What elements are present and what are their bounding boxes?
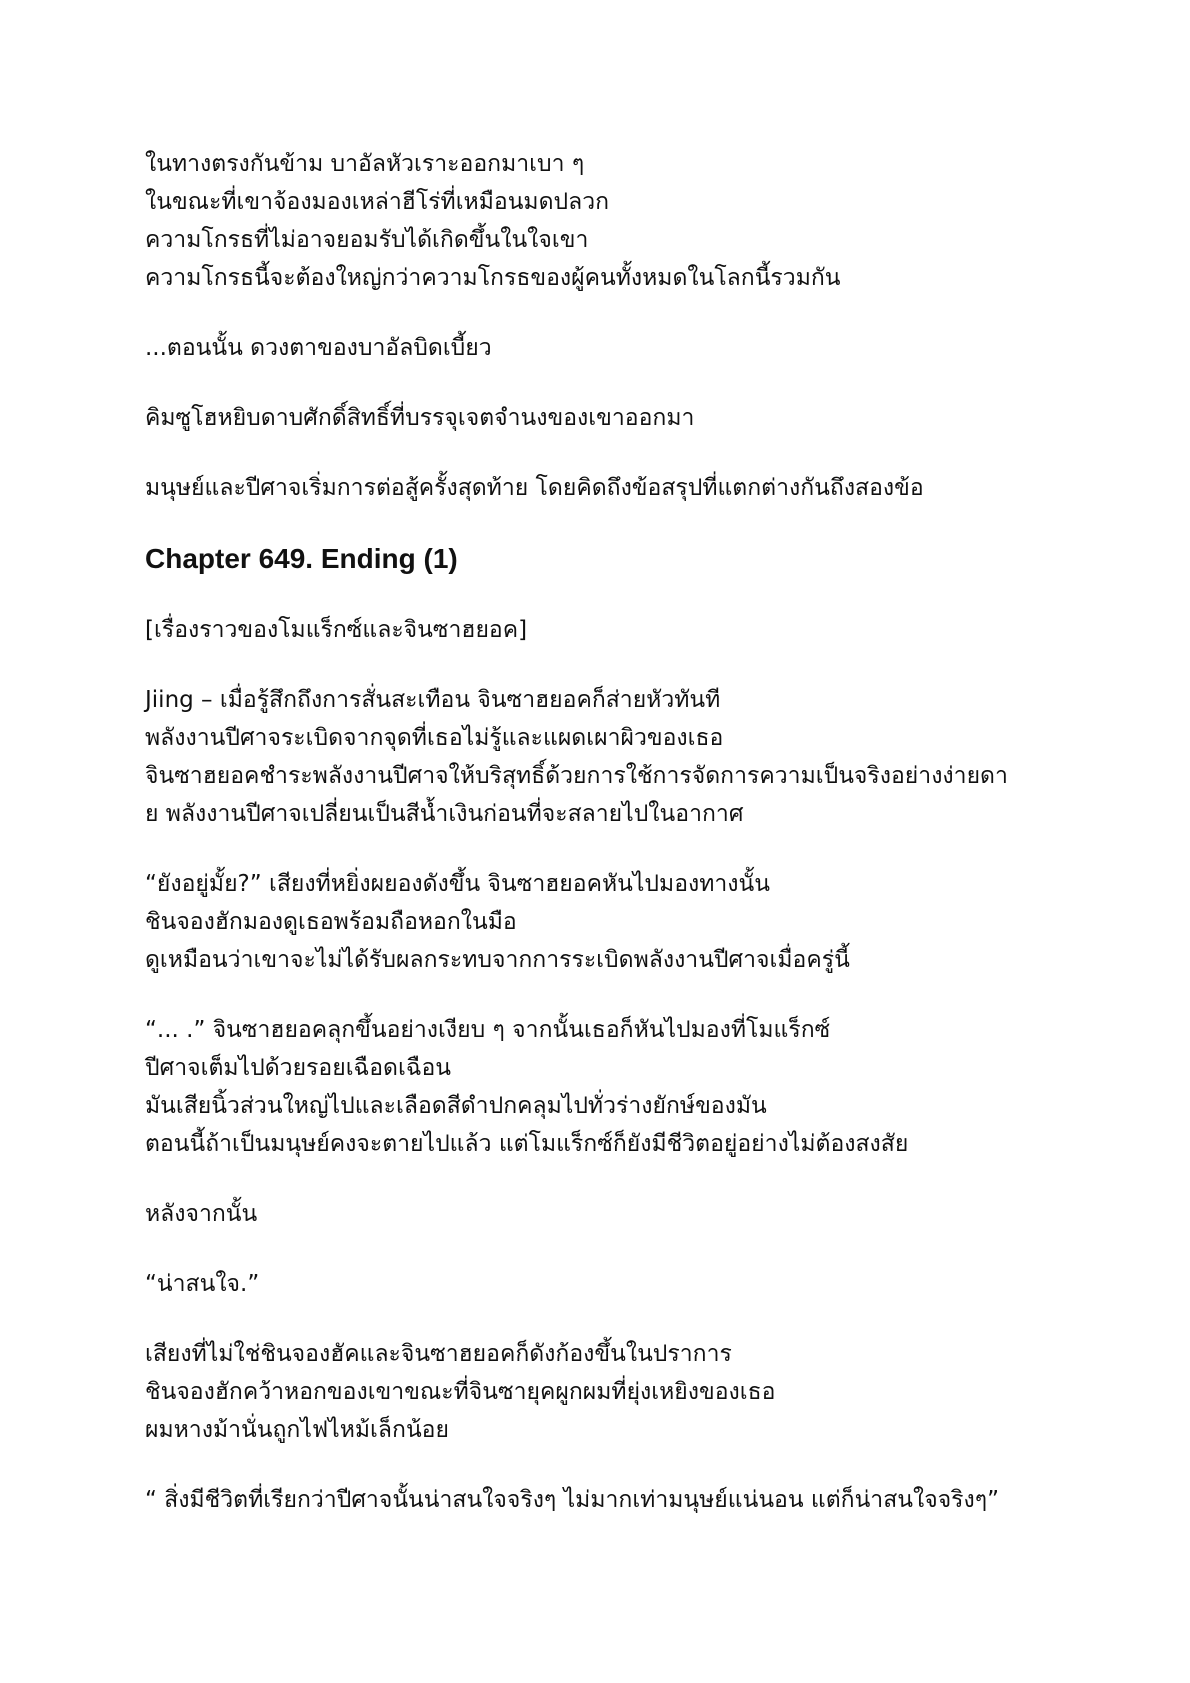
- paragraph-spacer: [145, 833, 1065, 865]
- paragraph-after-that: [145, 1195, 1065, 1233]
- paragraph-spacer: [145, 649, 1065, 681]
- chapter-title: Chapter 649. Ending (1): [145, 543, 458, 574]
- text-line: ตอนนี้ถ้าเป็นมนุษย์คงจะตายไปแล้ว แต่โมแร็กซ์ก็ยังมีชีวิตอยู่อย่างไม่ต้องสงสัย: [145, 1131, 909, 1157]
- paragraph-spacer: [145, 367, 1065, 399]
- paragraph-final-battle: [145, 469, 1065, 507]
- paragraph-voice-echo: [145, 1335, 1065, 1449]
- paragraph-spacer: [145, 437, 1065, 469]
- document-page: [145, 145, 1065, 1519]
- text-line: ย พลังงานปีศาจเปลี่ยนเป็นสีน้ำเงินก่อนที่จะสลายไปในอากาศ: [145, 801, 744, 827]
- paragraph-spacer: [145, 1449, 1065, 1481]
- paragraph-jiing: [145, 681, 1065, 833]
- text-line: ในขณะที่เขาจ้องมองเหล่าฮีโร่ที่เหมือนมดปลวก: [145, 189, 610, 215]
- text-line: หลังจากนั้น: [145, 1201, 258, 1227]
- text-line: “... .” จินซาฮยอคลุกขึ้นอย่างเงียบ ๆ จากนั้นเธอก็หันไปมองที่โมแร็กซ์: [145, 1017, 831, 1043]
- text-line: เสียงที่ไม่ใช่ชินจองฮัคและจินซาฮยอคก็ดังก้องขึ้นในปราการ: [145, 1341, 732, 1367]
- paragraph-spacer: [145, 979, 1065, 1011]
- paragraph-spacer: [145, 1303, 1065, 1335]
- paragraph-baal-laughs: [145, 145, 1065, 297]
- text-line: คิมซูโฮหยิบดาบศักดิ์สิทธิ์ที่บรรจุเจตจำนงของเขาออกมา: [145, 405, 695, 431]
- text-line: ปีศาจเต็มไปด้วยรอยเฉือดเฉือน: [145, 1055, 452, 1081]
- text-line: พลังงานปีศาจระเบิดจากจุดที่เธอไม่รู้และแผดเผาผิวของเธอ: [145, 725, 724, 751]
- paragraph-spacer: [145, 1163, 1065, 1195]
- text-line: ...ตอนนั้น ดวงตาของบาอัลบิดเบี้ยว: [145, 335, 492, 361]
- paragraph-spacer: [145, 1233, 1065, 1265]
- text-line: Jiing – เมื่อรู้สึกถึงการสั่นสะเทือน จินซาฮยอคก็ส่ายหัวทันที: [145, 687, 721, 713]
- text-line: [เรื่องราวของโมแร็กซ์และจินซาฮยอค]: [145, 617, 528, 643]
- text-line: ผมหางม้านั่นถูกไฟไหม้เล็กน้อย: [145, 1417, 449, 1443]
- text-line: มนุษย์และปีศาจเริ่มการต่อสู้ครั้งสุดท้าย โดยคิดถึงข้อสรุปที่แตกต่างกันถึงสองข้อ: [145, 475, 924, 501]
- paragraph-interesting: [145, 1265, 1065, 1303]
- text-line: ชินจองฮักมองดูเธอพร้อมถือหอกในมือ: [145, 909, 517, 935]
- text-line: มันเสียนิ้วส่วนใหญ่ไปและเลือดสีดำปกคลุมไปทั่วร่างยักษ์ของมัน: [145, 1093, 767, 1119]
- paragraph-spacer: [145, 579, 1065, 611]
- text-line: “น่าสนใจ.”: [145, 1271, 260, 1297]
- text-line: ดูเหมือนว่าเขาจะไม่ได้รับผลกระทบจากการระเบิดพลังงานปีศาจเมื่อครู่นี้: [145, 947, 850, 973]
- text-line: จินซาฮยอคชำระพลังงานปีศาจให้บริสุทธิ์ด้วยการใช้การจัดการความเป็นจริงอย่างง่ายดา: [145, 763, 1008, 789]
- paragraph-spacer: [145, 507, 1065, 539]
- text-line: ความโกรธที่ไม่อาจยอมรับได้เกิดขึ้นในใจเขา: [145, 227, 589, 253]
- text-line: ชินจองฮักคว้าหอกของเขาขณะที่จินซายุคผูกผมที่ยุ่งเหยิงของเธอ: [145, 1379, 776, 1405]
- text-line: ในทางตรงกันข้าม บาอัลหัวเราะออกมาเบา ๆ: [145, 151, 585, 177]
- paragraph-section-heading: [145, 611, 1065, 649]
- text-line: “ สิ่งมีชีวิตที่เรียกว่าปีศาจนั้นน่าสนใจจริงๆ ไม่มากเท่ามนุษย์แน่นอน แต่ก็น่าสนใจจริงๆ”: [145, 1487, 1000, 1513]
- text-line: “ยังอยู่มั้ย?” เสียงที่หยิ่งผยองดังขึ้น จินซาฮยอคหันไปมองทางนั้น: [145, 871, 770, 897]
- paragraph-demons-interesting: [145, 1481, 1065, 1519]
- paragraph-baal-eyes: [145, 329, 1065, 367]
- paragraph-still-alive: [145, 865, 1065, 979]
- text-line: ความโกรธนี้จะต้องใหญ่กว่าความโกรธของผู้คนทั้งหมดในโลกนี้รวมกัน: [145, 265, 841, 291]
- paragraph-spacer: [145, 297, 1065, 329]
- paragraph-morax-wounded: [145, 1011, 1065, 1163]
- paragraph-kim-suho-sword: [145, 399, 1065, 437]
